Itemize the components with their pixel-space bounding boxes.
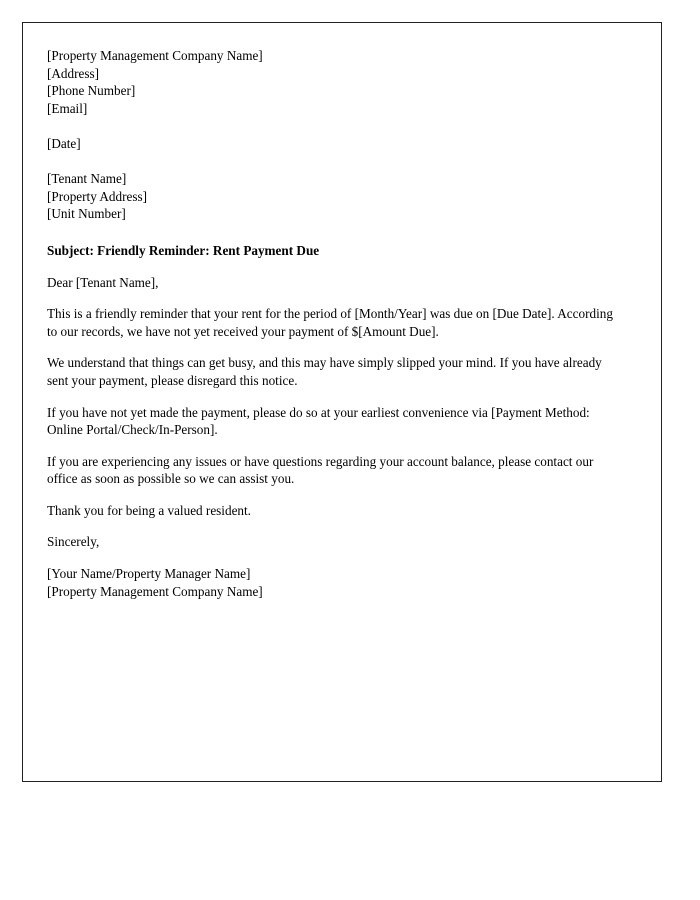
sender-phone-number: [Phone Number] <box>47 83 136 99</box>
body-paragraph-5: Thank you for being a valued resident. <box>47 502 251 518</box>
letter-date: [Date] <box>47 135 81 151</box>
date-block <box>47 135 625 153</box>
document-page <box>22 22 662 782</box>
sender-address-block <box>47 47 625 117</box>
signature-manager-name: [Your Name/Property Manager Name] <box>47 566 251 582</box>
signature-company-name: [Property Management Company Name] <box>47 583 263 599</box>
spacer-after-date <box>47 153 625 171</box>
closing-salutation: Sincerely, <box>47 534 100 550</box>
signature-block <box>47 565 625 600</box>
body-paragraph-2: We understand that things can get busy, and this may have simply slipped your mind. If you have already sent your payment, please disregard this notice. <box>47 355 602 388</box>
subject-line: Subject: Friendly Reminder: Rent Payment Due <box>47 242 320 258</box>
sender-company-name: [Property Management Company Name] <box>47 48 263 63</box>
recipient-unit-number: [Unit Number] <box>47 206 126 222</box>
spacer-after-sender <box>47 117 625 135</box>
recipient-tenant-name: [Tenant Name] <box>47 171 127 187</box>
body-paragraph-4: If you are experiencing any issues or have questions regarding your account balance, please contact our office as soon as possible so we can assist you. <box>47 453 594 487</box>
body-paragraph-3: If you have not yet made the payment, please do so at your earliest convenience via [Payment Method: Online Portal/Check/In-Person]. <box>47 404 590 438</box>
letter-content <box>47 47 625 600</box>
recipient-property-address: [Property Address] <box>47 188 147 204</box>
body-paragraph-1: This is a friendly reminder that your rent for the period of [Month/Year] was due on [Due Date]. According to our records, we have not yet received your payment of $[Amount Due]. <box>47 306 613 339</box>
recipient-address-block <box>47 170 625 223</box>
sender-address: [Address] <box>47 65 100 81</box>
salutation: Dear [Tenant Name], <box>47 274 159 290</box>
sender-email: [Email] <box>47 100 88 116</box>
